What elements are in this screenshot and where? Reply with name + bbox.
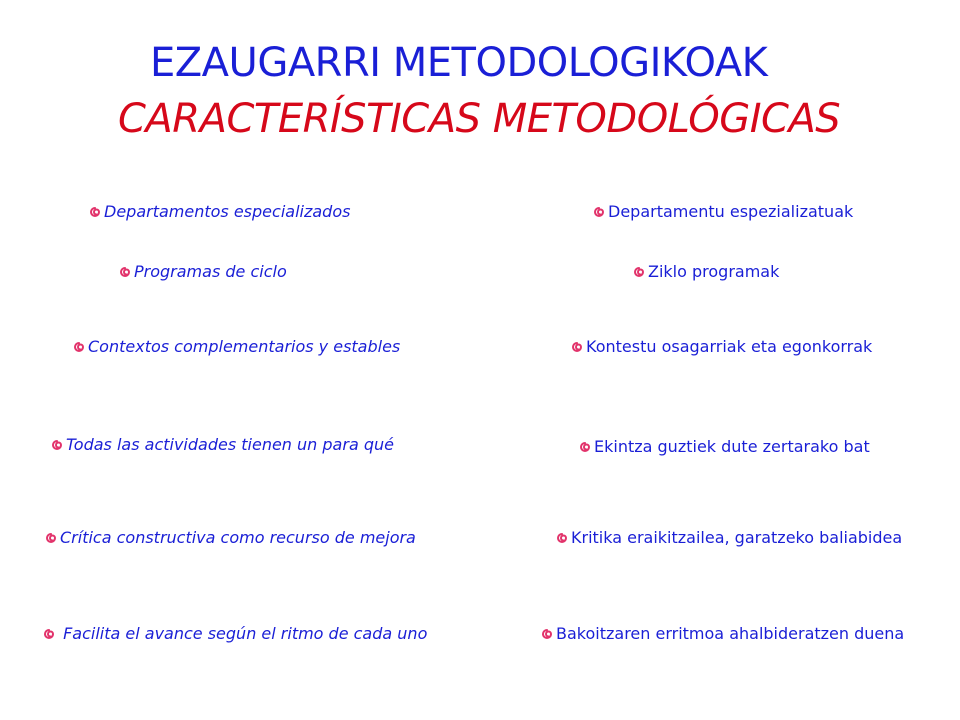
- item-text: Programas de ciclo: [134, 262, 287, 281]
- swirl-bullet-icon: [540, 627, 554, 641]
- title-basque: EZAUGARRI METODOLOGIKOAK: [150, 40, 768, 86]
- swirl-bullet-icon: [570, 340, 584, 354]
- swirl-bullet-icon: [118, 265, 132, 279]
- item-text: Todas las actividades tienen un para qué: [66, 435, 394, 454]
- item-text: Bakoitzaren erritmoa ahalbideratzen duena: [556, 624, 905, 643]
- item-text: Ekintza guztiek dute zertarako bat: [594, 437, 870, 456]
- swirl-bullet-icon: [88, 205, 102, 219]
- item-text: Kritika eraikitzailea, garatzeko baliabidea: [571, 528, 903, 547]
- item-text: Departamentos especializados: [104, 202, 351, 221]
- item-text: Contextos complementarios y estables: [88, 337, 401, 356]
- swirl-bullet-icon: [50, 438, 64, 452]
- list-item-es-2: [118, 262, 287, 281]
- list-item-es-1: [88, 202, 350, 221]
- item-text: Kontestu osagarriak eta egonkorrak: [586, 337, 873, 356]
- item-text: Ziklo programak: [648, 262, 780, 281]
- swirl-bullet-icon: [578, 440, 592, 454]
- list-item-eu-2: [632, 262, 779, 281]
- list-item-es-5: [44, 528, 416, 547]
- list-item-eu-6: [540, 624, 904, 643]
- title-spanish: CARACTERÍSTICAS METODOLÓGICAS: [118, 96, 841, 142]
- swirl-bullet-icon: [632, 265, 646, 279]
- swirl-bullet-icon: [555, 531, 569, 545]
- item-text: Departamentu espezializatuak: [608, 202, 854, 221]
- item-text: Crítica constructiva como recurso de mejora: [60, 528, 416, 547]
- list-item-es-4: [50, 435, 394, 454]
- list-item-eu-3: [570, 337, 872, 356]
- swirl-bullet-icon: [72, 340, 86, 354]
- item-text: Facilita el avance según el ritmo de cada uno: [58, 624, 428, 643]
- list-item-eu-4: [578, 437, 870, 456]
- swirl-bullet-icon: [592, 205, 606, 219]
- list-item-es-3: [72, 337, 400, 356]
- list-item-eu-1: [592, 202, 853, 221]
- list-item-es-6: [42, 624, 427, 643]
- swirl-bullet-icon: [42, 627, 56, 641]
- swirl-bullet-icon: [44, 531, 58, 545]
- list-item-eu-5: [555, 528, 902, 547]
